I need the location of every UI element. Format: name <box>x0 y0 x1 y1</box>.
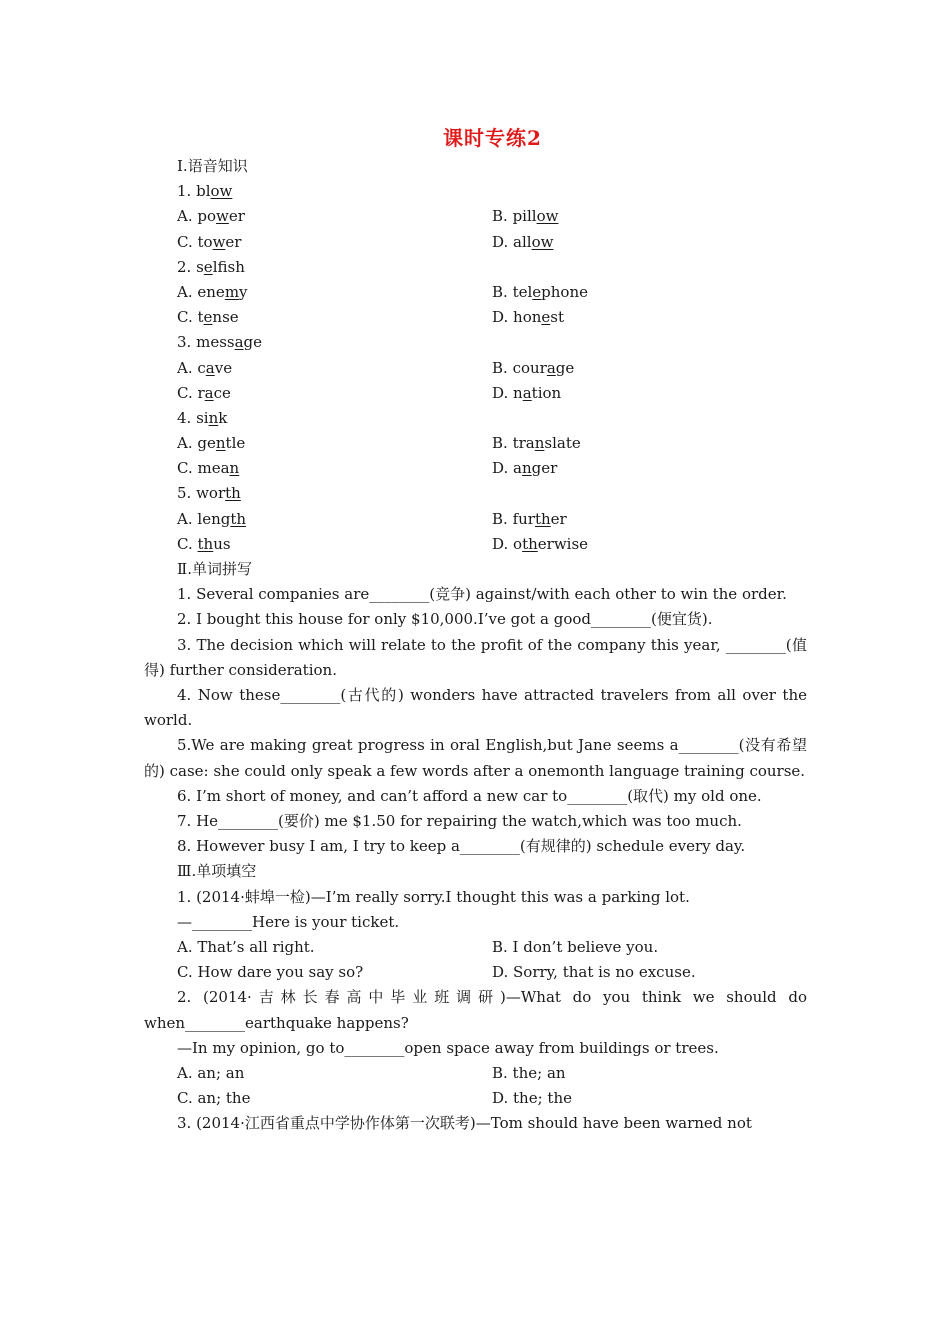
underlined-letters: a <box>234 333 244 352</box>
option-d: D. the; the <box>492 1089 572 1108</box>
options-row <box>144 532 807 557</box>
question-number: 2. <box>177 257 192 276</box>
underlined-letters: ow <box>531 232 554 251</box>
section-heading-phonetics: Ⅰ.语音知识 <box>177 157 248 175</box>
phonetics-questions <box>144 179 807 557</box>
word-part: ge <box>197 434 216 453</box>
question-number: 5. <box>177 484 192 503</box>
option-word <box>513 207 559 225</box>
option-word <box>198 308 239 326</box>
underlined-letters: a <box>546 358 556 377</box>
word-part: c <box>197 358 206 377</box>
word-part: tle <box>225 434 246 453</box>
phonetics-question-5 <box>144 481 807 506</box>
option-label: C. <box>177 459 193 478</box>
underlined-letters: ow <box>536 207 559 226</box>
section-heading-spelling: Ⅱ.单词拼写 <box>177 560 252 578</box>
option-word <box>513 535 588 553</box>
word-part: t <box>197 308 204 327</box>
underlined-letters: ow <box>210 182 233 201</box>
option-label: C. <box>177 308 193 327</box>
word-part: er <box>225 232 242 251</box>
option-a <box>177 204 492 229</box>
word-part: nse <box>212 308 239 327</box>
option-word <box>513 459 557 477</box>
word-part: st <box>550 308 565 327</box>
word-part: ge <box>243 333 263 352</box>
option-b <box>492 204 807 229</box>
spelling-item-2: 2. I bought this house for only $10,000.I’ve got a good________(便宜货). <box>177 610 713 629</box>
word-part: s <box>196 257 204 276</box>
underlined-letters: n <box>215 434 226 453</box>
target-word <box>196 333 262 351</box>
word-part: k <box>218 408 228 427</box>
question-number: 1. <box>177 182 192 201</box>
spelling-questions <box>144 582 807 859</box>
option-a <box>177 280 492 305</box>
target-word <box>196 182 232 200</box>
option-word <box>513 434 581 452</box>
spelling-item-4: 4. Now these________(古代的) wonders have attracted travelers from all over the world. <box>144 686 807 730</box>
option-a: A. That’s all right. <box>177 937 315 956</box>
option-b <box>492 280 807 305</box>
phonetics-question-2 <box>144 255 807 280</box>
question-number: 4. <box>177 408 192 427</box>
option-c <box>177 230 492 255</box>
underlined-letters: e <box>203 257 213 276</box>
word-part: erwise <box>537 534 589 553</box>
target-word <box>196 409 227 427</box>
spelling-item-1: 1. Several companies are________(竞争) against/with each other to win the order. <box>177 585 787 604</box>
underlined-letters: a <box>205 358 215 377</box>
underlined-letters: w <box>216 207 229 226</box>
word-part: pill <box>512 207 537 226</box>
underlined-letters: n <box>208 408 219 427</box>
word-part: tel <box>512 282 533 301</box>
option-word <box>198 233 242 251</box>
option-a: A. an; an <box>177 1063 245 1082</box>
word-part: ve <box>214 358 233 377</box>
word-part: ene <box>197 282 225 301</box>
option-label: A. <box>177 509 193 528</box>
options-row <box>144 204 807 229</box>
word-part: phone <box>541 282 589 301</box>
mc-question-3-stem: 3. (2014·江西省重点中学协作体第一次联考)—Tom should have been warned not <box>177 1114 752 1133</box>
option-label: D. <box>492 534 509 553</box>
word-part: hon <box>513 308 542 327</box>
spelling-item-6: 6. I’m short of money, and can’t afford a new car to________(取代) my old one. <box>177 786 762 805</box>
underlined-letters: n <box>534 434 545 453</box>
underlined-letters: th <box>522 534 538 553</box>
word-part: ce <box>213 383 231 402</box>
options-row <box>144 456 807 481</box>
option-word <box>197 207 245 225</box>
mc-question-1-options-row <box>144 935 807 960</box>
option-word <box>513 359 575 377</box>
underlined-letters: w <box>212 232 226 251</box>
option-word <box>197 434 245 452</box>
spelling-item-3: 3. The decision which will relate to the profit of the company this year, ________(值得) further consideration. <box>144 635 807 679</box>
word-part: a <box>513 459 522 478</box>
option-word <box>513 510 567 528</box>
option-word <box>197 359 232 377</box>
word-part: all <box>513 232 532 251</box>
option-word <box>198 535 231 553</box>
underlined-letters: th <box>230 509 247 528</box>
option-label: B. <box>492 509 508 528</box>
option-label: D. <box>492 459 509 478</box>
underlined-letters: n <box>522 459 532 478</box>
option-word <box>197 283 247 301</box>
word-part: mess <box>196 333 235 352</box>
word-part: wor <box>196 484 226 503</box>
option-label: C. <box>177 534 193 553</box>
word-part: ge <box>555 358 575 377</box>
option-a <box>177 431 492 456</box>
word-part: cour <box>512 358 547 377</box>
word-part: slate <box>544 434 581 453</box>
option-label: C. <box>177 383 193 402</box>
spelling-item-5: 5.We are making great progress in oral English,but Jane seems a________(没有希望的) case: she could only speak a few words after a onemonth language training course. <box>144 736 807 780</box>
option-word <box>513 308 564 326</box>
word-part: to <box>197 232 213 251</box>
option-word <box>198 459 240 477</box>
word-part: r <box>197 383 205 402</box>
option-label: D. <box>492 308 509 327</box>
option-b <box>492 431 807 456</box>
option-d <box>492 456 807 481</box>
word-part: tion <box>531 383 562 402</box>
option-a <box>177 356 492 381</box>
question-number: 3. <box>177 333 192 352</box>
word-part: mea <box>197 459 230 478</box>
option-word <box>198 384 231 402</box>
options-row <box>144 280 807 305</box>
options-row <box>144 507 807 532</box>
phonetics-question-3 <box>144 330 807 355</box>
option-c <box>177 532 492 557</box>
option-c: C. an; the <box>177 1089 251 1108</box>
target-word <box>196 258 245 276</box>
underlined-letters: m <box>224 282 240 301</box>
options-row <box>144 305 807 330</box>
option-word <box>513 233 553 251</box>
underlined-letters: e <box>203 308 213 327</box>
option-a <box>177 507 492 532</box>
underlined-letters: th <box>197 534 214 553</box>
option-word <box>513 283 588 301</box>
mc-question-2-options-row <box>144 1061 807 1086</box>
underlined-letters: n <box>229 459 240 478</box>
mc-question-1-reply: —________Here is your ticket. <box>177 912 400 931</box>
option-label: B. <box>492 358 508 377</box>
underlined-letters: a <box>522 383 532 402</box>
option-label: A. <box>177 282 193 301</box>
target-word <box>196 484 241 502</box>
option-c <box>177 305 492 330</box>
word-part: lfish <box>212 257 245 276</box>
underlined-letters: e <box>532 282 542 301</box>
options-row <box>144 381 807 406</box>
worksheet-content <box>144 154 807 1137</box>
word-part: er <box>228 207 245 226</box>
option-c <box>177 456 492 481</box>
mc-question-2-stem: 2. (2014·吉林长春高中毕业班调研)—What do you think we should do when________earthquake happens? <box>144 988 807 1032</box>
options-row <box>144 431 807 456</box>
word-part: si <box>196 408 209 427</box>
option-word <box>513 384 561 402</box>
option-label: C. <box>177 232 193 251</box>
option-label: A. <box>177 434 193 453</box>
option-b <box>492 507 807 532</box>
option-label: D. <box>492 383 509 402</box>
option-c: C. How dare you say so? <box>177 963 364 982</box>
option-label: A. <box>177 207 193 226</box>
option-c <box>177 381 492 406</box>
word-part: er <box>550 509 567 528</box>
option-b: B. the; an <box>492 1063 566 1082</box>
options-row <box>144 356 807 381</box>
word-part: bl <box>196 182 211 201</box>
word-part: po <box>197 207 217 226</box>
underlined-letters: e <box>541 308 551 327</box>
word-part: tra <box>512 434 535 453</box>
mc-question-1-stem: 1. (2014·蚌埠一检)—I’m really sorry.I thought this was a parking lot. <box>177 887 690 906</box>
mc-question-2-reply: —In my opinion, go to________open space away from buildings or trees. <box>177 1038 719 1057</box>
word-part: n <box>513 383 523 402</box>
option-label: B. <box>492 282 508 301</box>
mc-question-1-options-row <box>144 960 807 985</box>
word-part: o <box>513 534 523 553</box>
phonetics-question-4 <box>144 406 807 431</box>
underlined-letters: th <box>225 484 241 503</box>
option-label: B. <box>492 207 508 226</box>
option-d: D. Sorry, that is no excuse. <box>492 963 696 982</box>
option-label: D. <box>492 232 509 251</box>
word-part: us <box>213 534 231 553</box>
phonetics-question-1 <box>144 179 807 204</box>
word-part: y <box>239 282 248 301</box>
page-title: 课时专练2 <box>443 126 542 150</box>
word-part: fur <box>512 509 535 528</box>
underlined-letters: th <box>534 509 551 528</box>
option-word <box>197 510 246 528</box>
option-d <box>492 532 807 557</box>
spelling-item-7: 7. He________(要价) me $1.50 for repairing the watch,which was too much. <box>177 812 742 831</box>
word-part: ger <box>531 459 558 478</box>
word-part: leng <box>197 509 231 528</box>
underlined-letters: a <box>204 383 214 402</box>
option-b <box>492 356 807 381</box>
option-d <box>492 381 807 406</box>
spelling-item-8: 8. However busy I am, I try to keep a________(有规律的) schedule every day. <box>177 837 746 856</box>
options-row <box>144 230 807 255</box>
option-d <box>492 230 807 255</box>
option-b: B. I don’t believe you. <box>492 937 659 956</box>
option-label: A. <box>177 358 193 377</box>
mc-question-2-options-row <box>144 1086 807 1111</box>
option-d <box>492 305 807 330</box>
section-heading-multiple-choice: Ⅲ.单项填空 <box>177 862 257 881</box>
option-label: B. <box>492 434 508 453</box>
